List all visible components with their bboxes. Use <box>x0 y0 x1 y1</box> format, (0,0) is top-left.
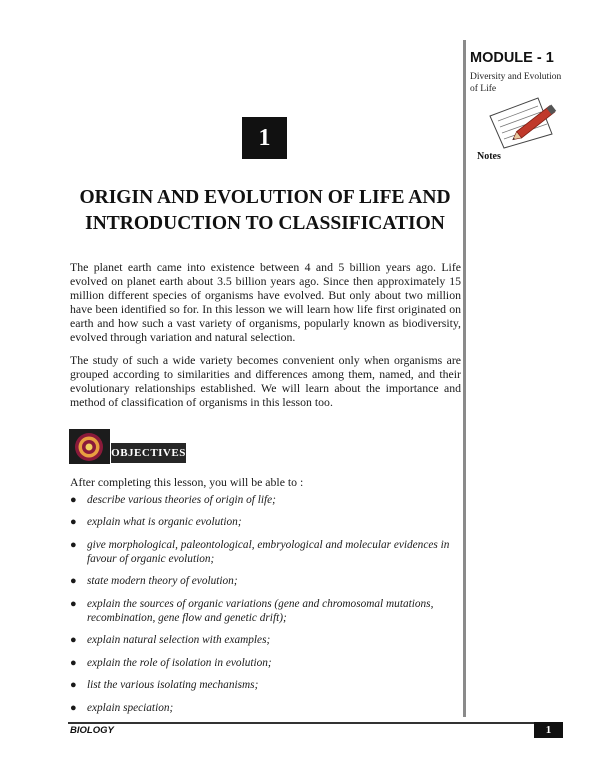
objective-text: describe various theories of origin of life; <box>87 494 276 506</box>
bullet-icon: ● <box>70 634 77 647</box>
objective-text: state modern theory of evolution; <box>87 575 238 588</box>
bullet-icon: ● <box>70 538 77 551</box>
objective-item <box>70 701 463 715</box>
bullet-icon: ● <box>70 516 77 529</box>
objective-item <box>70 493 463 507</box>
lesson-title <box>40 185 490 237</box>
objectives-lead: After completing this lesson, you will be able to : <box>70 475 304 489</box>
objective-text: explain the role of isolation in evolution; <box>87 656 272 669</box>
objective-text: explain what is organic evolution; <box>87 516 242 529</box>
bullet-icon: ● <box>70 701 77 714</box>
objectives-heading: OBJECTIVES <box>111 443 186 463</box>
objective-item <box>70 574 463 588</box>
notes-label: Notes <box>477 151 501 162</box>
bullet-icon: ● <box>70 597 77 610</box>
title-line-1: ORIGIN AND EVOLUTION OF LIFE AND <box>79 187 451 208</box>
objective-item <box>70 538 463 566</box>
margin-rule <box>463 40 466 717</box>
objective-item <box>70 597 463 625</box>
objective-item <box>70 678 463 692</box>
bullet-icon: ● <box>70 575 77 588</box>
bullet-icon: ● <box>70 656 77 669</box>
objective-text: explain the sources of organic variations (gene and chromosomal mutations, recombination, gene flow and genetic drift); <box>87 597 434 624</box>
objective-item <box>70 515 463 529</box>
objective-text: list the various isolating mechanisms; <box>87 679 259 692</box>
page-number: 1 <box>534 722 563 738</box>
objective-text: give morphological, paleontological, embryological and molecular evidences in favour of organic evolution; <box>87 538 450 565</box>
objective-item <box>70 633 463 647</box>
footer-subject: BIOLOGY <box>70 725 114 736</box>
objective-text: explain natural selection with examples; <box>87 634 271 647</box>
objectives-list <box>70 493 463 723</box>
notepad-pen-icon <box>486 94 566 150</box>
footer-rule <box>68 722 563 724</box>
bullet-icon: ● <box>70 494 77 506</box>
title-line-2: INTRODUCTION TO CLASSIFICATION <box>85 213 445 234</box>
objective-item <box>70 656 463 670</box>
intro-paragraph-2: The study of such a wide variety becomes convenient only when organisms are grouped according to similarities and differences among them, named, and their evolutionary relationships established. We will learn about the importance and method of classification of organisms in this lesson too. <box>70 353 461 410</box>
objective-text: explain speciation; <box>87 701 174 714</box>
chapter-number: 1 <box>242 117 287 159</box>
intro-paragraph-1: The planet earth came into existence between 4 and 5 billion years ago. Life evolved on planet earth about 3.5 billion years ago. Since then approximately 15 million different species of organisms have evolved. But only about two million have been identified so for. In this lesson we will learn how life first originated on earth and how such a vast variety of organisms, popularly known as biodiversity, evolved through variation and natural selection. <box>70 260 461 345</box>
bullet-icon: ● <box>70 679 77 692</box>
module-subtitle: Diversity and Evolution of Life <box>470 72 562 94</box>
target-icon <box>69 429 110 464</box>
module-label: MODULE - 1 <box>470 50 554 66</box>
